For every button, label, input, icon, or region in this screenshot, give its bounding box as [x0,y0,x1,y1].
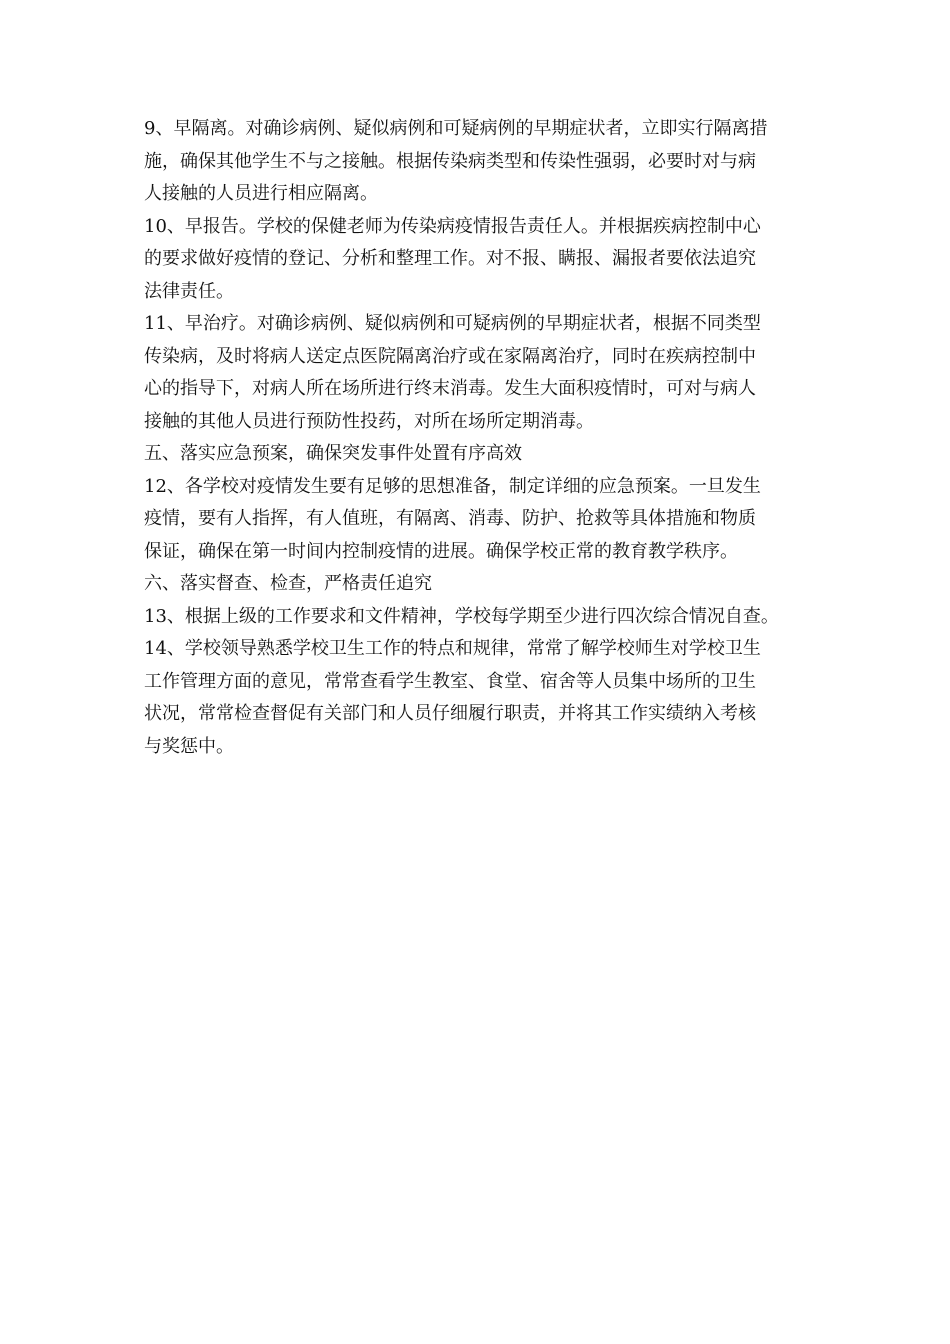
text-line: 施，确保其他学生不与之接触。根据传染病类型和传染性强弱，必要时对与病 [144,150,756,172]
text-line: 疫情，要有人指挥，有人值班，有隔离、消毒、防护、抢救等具体措施和物质 [144,508,756,529]
text-line: 心的指导下，对病人所在场所进行终末消毒。发生大面积疫情时，可对与病人 [144,378,756,399]
text-line: 11、早治疗。对确诊病例、疑似病例和可疑病例的早期症状者，根据不同类型 [144,313,761,334]
paragraph-early-isolation [144,113,809,211]
text-line: 的要求做好疫情的登记、分析和整理工作。对不报、瞒报、漏报者要依法追究 [144,248,756,269]
section-heading-inspection [144,568,809,601]
text-line: 法律责任。 [144,280,234,302]
text-line: 13、根据上级的工作要求和文件精神，学校每学期至少进行四次综合情况自查。 [144,605,779,627]
text-line: 五、落实应急预案，确保突发事件处置有序高效 [144,443,522,464]
text-line: 传染病，及时将病人送定点医院隔离治疗或在家隔离治疗，同时在疾病控制中 [144,345,756,367]
text-line: 保证，确保在第一时间内控制疫情的进展。确保学校正常的教育教学秩序。 [144,540,738,562]
paragraph-emergency-preparation [144,471,809,569]
text-line: 接触的其他人员进行预防性投药，对所在场所定期消毒。 [144,410,594,432]
text-line: 与奖惩中。 [144,735,234,757]
paragraph-leadership-duties [144,633,809,763]
section-heading-emergency-plan [144,438,809,471]
text-line: 人接触的人员进行相应隔离。 [144,183,378,204]
paragraph-self-inspection [144,601,809,634]
paragraph-early-report [144,211,809,309]
text-line: 工作管理方面的意见，常常查看学生教室、食堂、宿舍等人员集中场所的卫生 [144,670,756,692]
text-line: 9、早隔离。对确诊病例、疑似病例和可疑病例的早期症状者，立即实行隔离措 [144,118,768,139]
text-line: 状况，常常检查督促有关部门和人员仔细履行职责，并将其工作实绩纳入考核 [144,703,756,724]
text-line: 12、各学校对疫情发生要有足够的思想准备，制定详细的应急预案。一旦发生 [144,475,761,497]
paragraph-early-treatment [144,308,809,438]
text-line: 10、早报告。学校的保健老师为传染病疫情报告责任人。并根据疾病控制中心 [144,215,761,237]
text-line: 六、落实督查、检查，严格责任追究 [144,573,432,594]
text-line: 14、学校领导熟悉学校卫生工作的特点和规律，常常了解学校师生对学校卫生 [144,638,761,659]
document-body [144,113,809,763]
